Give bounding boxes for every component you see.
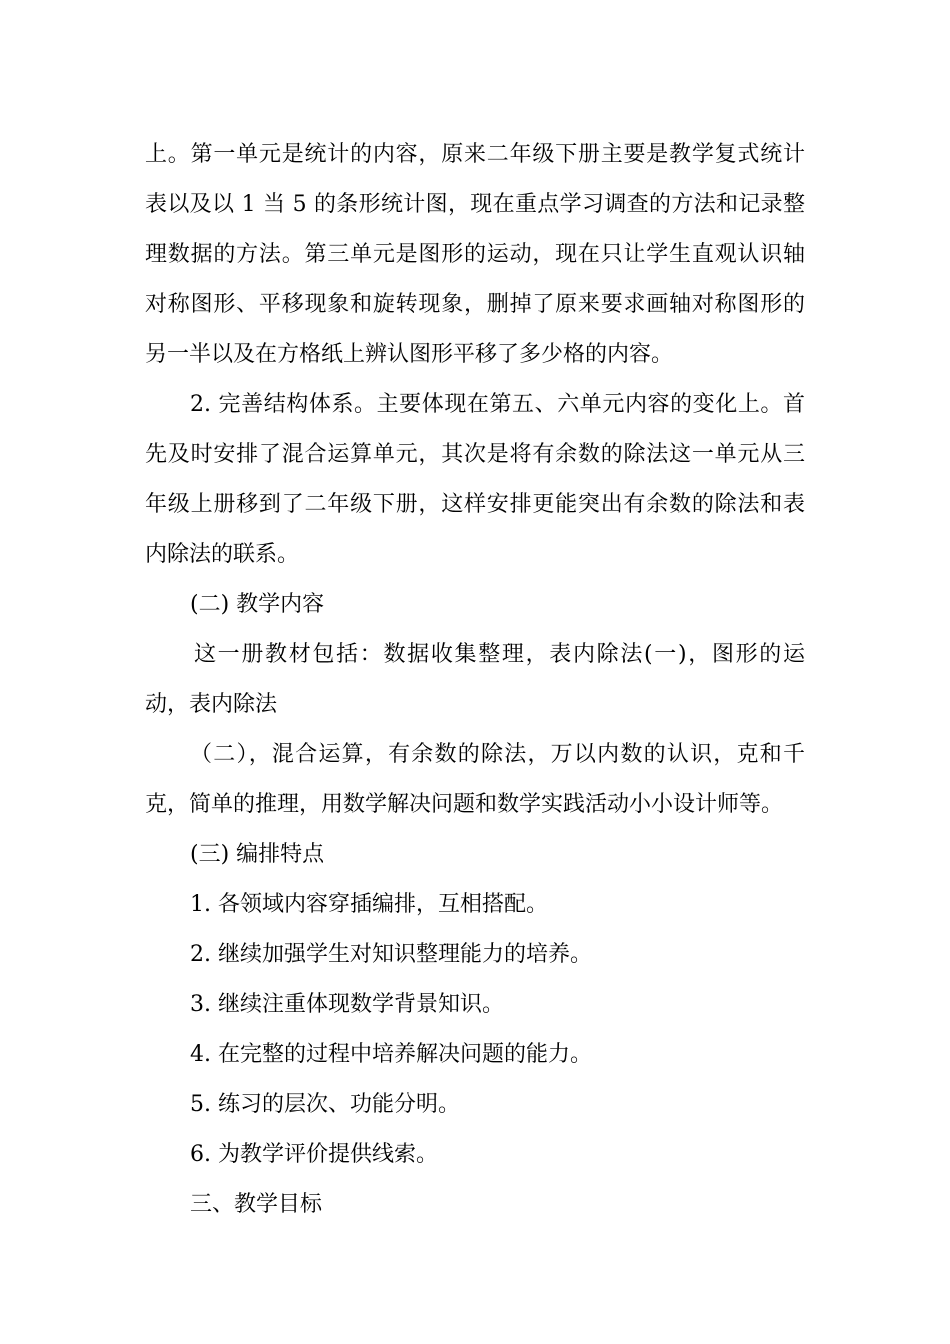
list-item: 3. 继续注重体现数学背景知识。	[190, 992, 504, 1017]
list-item: 4. 在完整的过程中培养解决问题的能力。	[190, 1042, 592, 1067]
paragraph-line: 上。第一单元是统计的内容，原来二年级下册主要是教学复式统计	[145, 142, 805, 167]
paragraph-line: 理数据的方法。第三单元是图形的运动，现在只让学生直观认识轴	[145, 242, 805, 267]
paragraph-line: 另一半以及在方格纸上辨认图形平移了多少格的内容。	[145, 342, 674, 367]
paragraph-line: 这一册教材包括：数据收集整理，表内除法(一)，图形的运	[194, 642, 805, 667]
paragraph-line: 内除法的联系。	[145, 542, 300, 567]
list-item: 6. 为教学评价提供线索。	[190, 1142, 438, 1167]
list-item: 5. 练习的层次、功能分明。	[190, 1092, 460, 1117]
section-heading: (三) 编排特点	[190, 842, 325, 867]
section-heading: (二) 教学内容	[190, 592, 325, 617]
paragraph-line: 年级上册移到了二年级下册，这样安排更能突出有余数的除法和表	[145, 492, 805, 517]
paragraph-line: 克，简单的推理，用数学解决问题和数学实践活动小小设计师等。	[145, 792, 784, 817]
paragraph-line: 动，表内除法	[145, 692, 278, 717]
list-item-heading: 2. 完善结构体系。主要体现在第五、六单元内容的变化上。首	[190, 392, 805, 417]
paragraph-line: 先及时安排了混合运算单元，其次是将有余数的除法这一单元从三	[145, 442, 805, 467]
section-heading: 三、教学目标	[190, 1192, 323, 1217]
paragraph-line: 表以及以 1 当 5 的条形统计图，现在重点学习调查的方法和记录整	[145, 192, 805, 217]
list-item: 1. 各领域内容穿插编排，互相搭配。	[190, 892, 548, 917]
paragraph-line: 对称图形、平移现象和旋转现象，删掉了原来要求画轴对称图形的	[145, 292, 805, 317]
paragraph-line: （二），混合运算，有余数的除法，万以内数的认识，克和千	[190, 742, 805, 767]
list-item: 2. 继续加强学生对知识整理能力的培养。	[190, 942, 592, 967]
